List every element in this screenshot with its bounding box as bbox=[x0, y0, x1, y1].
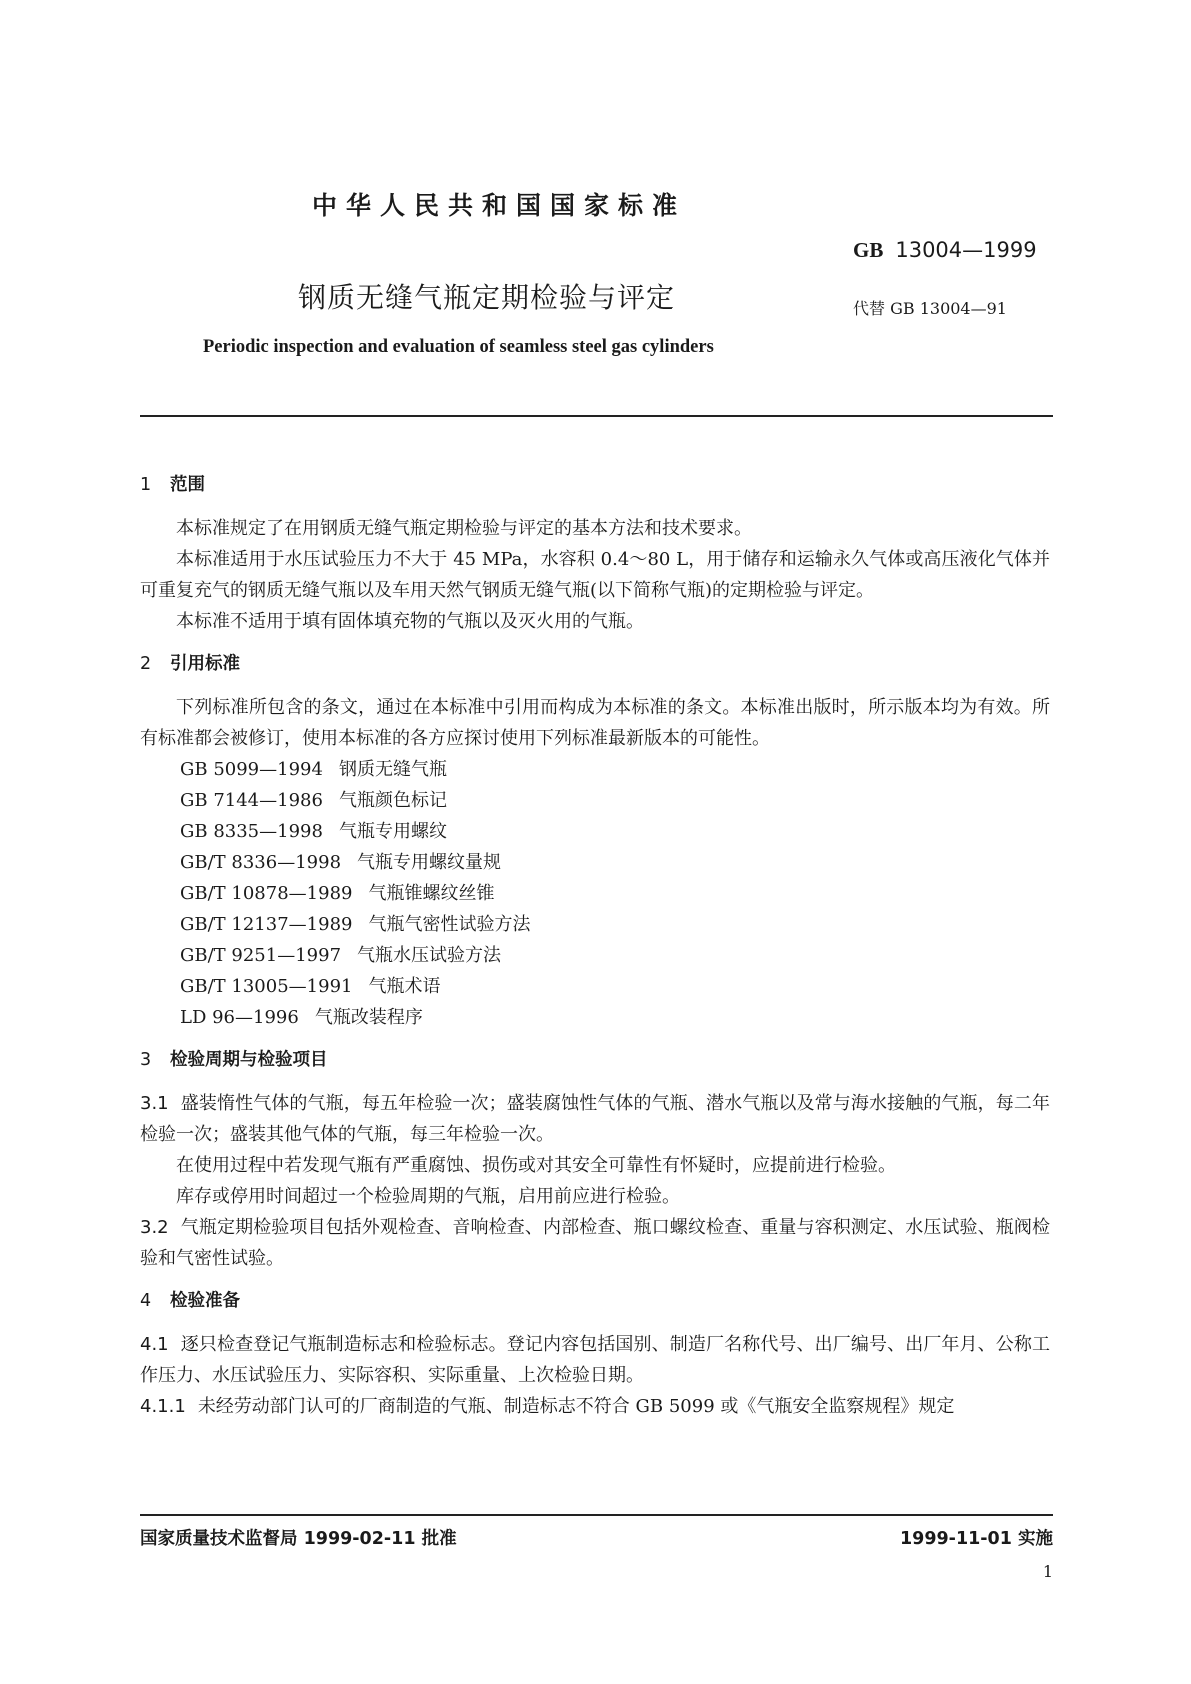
header-divider bbox=[140, 415, 1053, 417]
reference-item: GB/T 9251—1997 气瓶水压试验方法 bbox=[180, 945, 502, 966]
english-title: Periodic inspection and evaluation of seamless steel gas cylinders bbox=[203, 337, 714, 357]
gb-prefix: GB bbox=[853, 238, 884, 262]
page-number: 1 bbox=[1042, 1562, 1053, 1581]
section-2-heading: 2 引用标准 bbox=[140, 654, 240, 674]
reference-item: GB 5099—1994 钢质无缝气瓶 bbox=[180, 759, 447, 780]
section-1-para-1: 本标准规定了在用钢质无缝气瓶定期检验与评定的基本方法和技术要求。 bbox=[176, 518, 752, 539]
reference-item: GB/T 8336—1998 气瓶专用螺纹量规 bbox=[180, 852, 502, 873]
clause-3-1-para-3: 库存或停用时间超过一个检验周期的气瓶，启用前应进行检验。 bbox=[176, 1186, 680, 1207]
national-standard-title: 中华人民共和国国家标准 bbox=[312, 191, 687, 220]
standard-code bbox=[853, 238, 1037, 263]
section-1-heading: 1 范围 bbox=[140, 475, 205, 495]
clause-3-1-para-2: 在使用过程中若发现气瓶有严重腐蚀、损伤或对其安全可靠性有怀疑时，应提前进行检验。 bbox=[176, 1155, 896, 1176]
clause-3-2: 3.2 气瓶定期检验项目包括外观检查、音响检查、内部检查、瓶口螺纹检查、重量与容积测定、水压试验、瓶阀检验和气密性试验。 bbox=[140, 1217, 1050, 1269]
effective-date: 1999-11-01 实施 bbox=[899, 1529, 1053, 1549]
section-2-intro: 下列标准所包含的条文，通过在本标准中引用而构成为本标准的条文。本标准出版时，所示版本均为有效。所有标准都会被修订，使用本标准的各方应探讨使用下列标准最新版本的可能性。 bbox=[140, 697, 1050, 749]
reference-item: GB/T 13005—1991 气瓶术语 bbox=[180, 976, 441, 997]
reference-item: LD 96—1996 气瓶改装程序 bbox=[180, 1007, 423, 1028]
reference-item: GB 7144—1986 气瓶颜色标记 bbox=[180, 790, 447, 811]
section-3-heading: 3 检验周期与检验项目 bbox=[140, 1050, 328, 1070]
approval-note: 国家质量技术监督局 1999-02-11 批准 bbox=[140, 1529, 457, 1549]
footer-divider bbox=[140, 1514, 1053, 1516]
reference-item: GB/T 12137—1989 气瓶气密性试验方法 bbox=[180, 914, 531, 935]
document-title: 钢质无缝气瓶定期检验与评定 bbox=[298, 281, 676, 314]
standard-number: 13004—1999 bbox=[895, 238, 1037, 262]
reference-item: GB 8335—1998 气瓶专用螺纹 bbox=[180, 821, 447, 842]
section-4-heading: 4 检验准备 bbox=[140, 1291, 240, 1311]
document-body bbox=[140, 470, 1050, 1422]
section-1-para-2: 本标准适用于水压试验压力不大于 45 MPa，水容积 0.4～80 L，用于储存和运输永久气体或高压液化气体并可重复充气的钢质无缝气瓶以及车用天然气钢质无缝气瓶(以下简称气瓶)的定期检验与评定。 bbox=[140, 549, 1050, 601]
section-1-para-3: 本标准不适用于填有固体填充物的气瓶以及灭火用的气瓶。 bbox=[176, 611, 644, 632]
clause-4-1-1: 4.1.1 未经劳动部门认可的厂商制造的气瓶、制造标志不符合 GB 5099 或《气瓶安全监察规程》规定 bbox=[140, 1396, 955, 1417]
replaces-note: 代替 GB 13004—91 bbox=[853, 299, 1007, 318]
clause-4-1: 4.1 逐只检查登记气瓶制造标志和检验标志。登记内容包括国别、制造厂名称代号、出厂编号、出厂年月、公称工作压力、水压试验压力、实际容积、实际重量、上次检验日期。 bbox=[140, 1334, 1050, 1386]
clause-3-1: 3.1 盛装惰性气体的气瓶，每五年检验一次；盛装腐蚀性气体的气瓶、潜水气瓶以及常与海水接触的气瓶，每二年检验一次；盛装其他气体的气瓶，每三年检验一次。 bbox=[140, 1093, 1050, 1145]
reference-item: GB/T 10878—1989 气瓶锥螺纹丝锥 bbox=[180, 883, 495, 904]
